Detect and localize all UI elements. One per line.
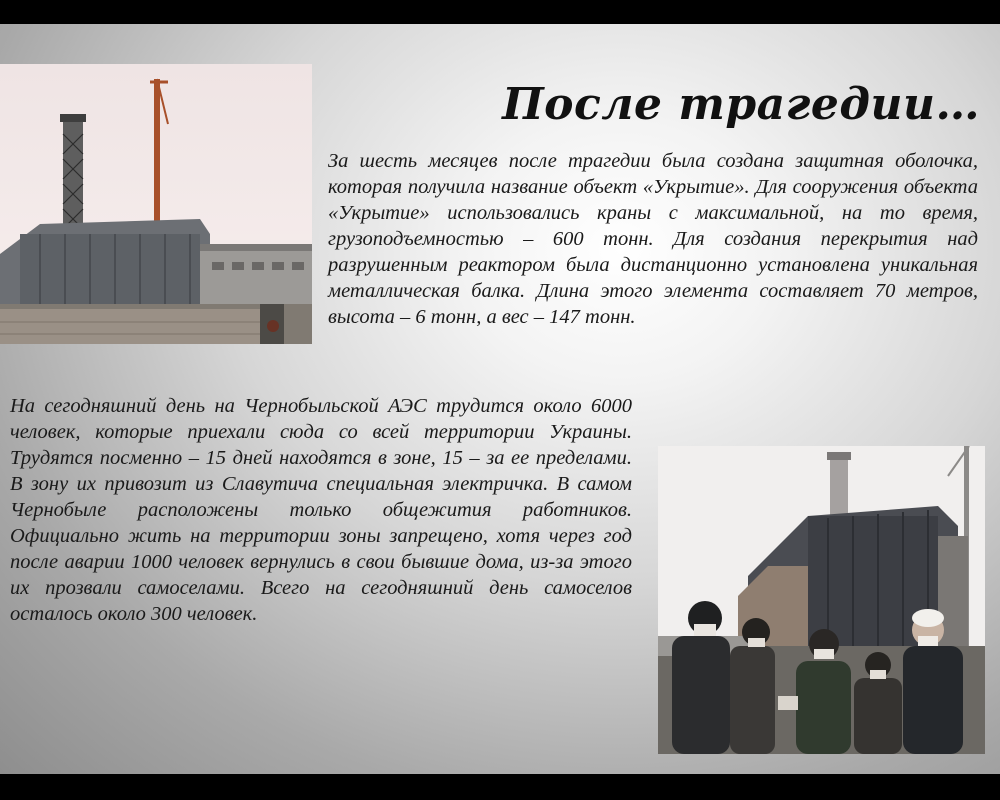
- sarcophagus-photo: [0, 64, 312, 344]
- paragraph-shelter: За шесть месяцев после трагедии была создана защитная оболочка, которая получила название объект «Укрытие». Для сооружения объекта «Укрытие» использовались краны с максимальной, на то время, грузоподъемностью – 600 тонн. Для создания перекрытия над разрушенным реактором была дистанционно установлена уникальная металлическая балка. Длина этого элемента составляет 70 метров, высота – 6 тонн, а вес – 147 тонн.: [328, 150, 978, 328]
- workers-photo: [658, 446, 985, 754]
- paragraph-workers: На сегодняшний день на Чернобыльской АЭС трудится около 6000 человек, которые приехали сюда со всей территории Украины. Трудятся посменно – 15 дней находятся в зоне, 15 – за ее пределами. В зону их привозит из Славутича специальная электричка. В самом Чернобыле расположены только общежития работников. Официально жить на территории зоны запрещено, хотя через год после аварии 1000 человек вернулись в свои бывшие дома, из-за этого их прозвали самоселами. Всего на сегодняшний день самоселов осталось около 300 человек.: [10, 395, 632, 625]
- presentation-slide: [0, 24, 1000, 774]
- slide-title: После трагедии…: [502, 79, 980, 130]
